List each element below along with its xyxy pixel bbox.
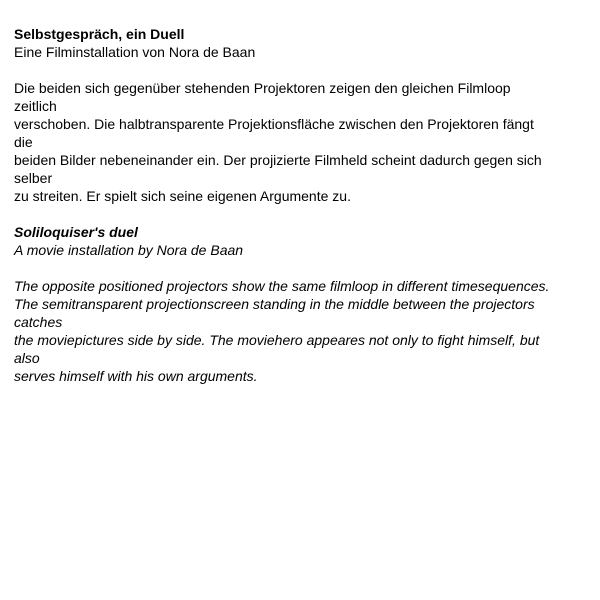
english-description [14,277,554,385]
german-title: Selbstgespräch, ein Duell [14,26,185,42]
german-subtitle: Eine Filminstallation von Nora de Baan [14,44,256,60]
german-description [14,79,554,205]
english-line-4: serves himself with his own arguments. [14,368,258,384]
english-line-2: The semitransparent projectionscreen standing in the middle between the projectors catches [14,296,535,330]
english-section [14,223,586,385]
english-subtitle: A movie installation by Nora de Baan [14,242,244,258]
english-line-1: The opposite positioned projectors show the same filmloop in different timesequences. [14,278,550,294]
english-line-3: the moviepictures side by side. The moviehero appeares not only to fight himself, but also [14,332,540,366]
german-line-4: zu streiten. Er spielt sich seine eigenen Argumente zu. [14,188,351,204]
german-line-3: beiden Bilder nebeneinander ein. Der projizierte Filmheld scheint dadurch gegen sich selber [14,152,542,186]
german-line-1: Die beiden sich gegenüber stehenden Projektoren zeigen den gleichen Filmloop zeitlich [14,80,511,114]
english-title: Soliloquiser's duel [14,224,138,240]
german-line-2: verschoben. Die halbtransparente Projektionsfläche zwischen den Projektoren fängt die [14,116,534,150]
german-section [14,25,586,205]
